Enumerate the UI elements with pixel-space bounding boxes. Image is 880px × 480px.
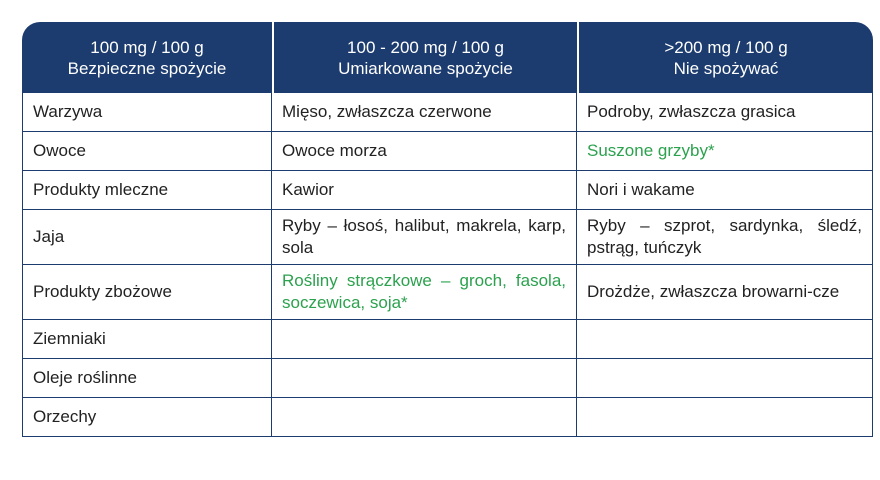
table-row [22, 132, 873, 171]
table-cell: Ryby – łosoś, halibut, makrela, karp, sola [272, 210, 577, 265]
table-cell: Ziemniaki [22, 320, 272, 359]
table-cell: Produkty zbożowe [22, 265, 272, 320]
table-cell [272, 359, 577, 398]
table-cell: Warzywa [22, 93, 272, 132]
header-safe-range: 100 mg / 100 g [90, 37, 204, 57]
table-cell-highlight: Rośliny strączkowe – groch, fasola, soczewica, soja* [272, 265, 577, 320]
table-cell: Nori i wakame [577, 171, 873, 210]
table-cell-highlight: Suszone grzyby* [577, 132, 873, 171]
header-moderate-range: 100 - 200 mg / 100 g [347, 37, 504, 57]
table-row [22, 210, 873, 265]
header-row [22, 22, 873, 93]
table-cell: Produkty mleczne [22, 171, 272, 210]
table-cell: Owoce [22, 132, 272, 171]
header-moderate-intake [272, 22, 577, 93]
header-avoid-range: >200 mg / 100 g [664, 37, 788, 57]
table-cell [272, 320, 577, 359]
header-avoid-label: Nie spożywać [673, 58, 779, 78]
table-cell: Oleje roślinne [22, 359, 272, 398]
table-row [22, 359, 873, 398]
table-cell: Podroby, zwłaszcza grasica [577, 93, 873, 132]
table-cell: Ryby – szprot, sardynka, śledź, pstrąg, tuńczyk [577, 210, 873, 265]
table-cell: Orzechy [22, 398, 272, 437]
table-cell: Jaja [22, 210, 272, 265]
table-cell [272, 398, 577, 437]
table-cell: Mięso, zwłaszcza czerwone [272, 93, 577, 132]
header-safe-label: Bezpieczne spożycie [67, 58, 227, 78]
table-row [22, 171, 873, 210]
table-cell: Drożdże, zwłaszcza browarni-cze [577, 265, 873, 320]
table-cell [577, 398, 873, 437]
table-cell: Kawior [272, 171, 577, 210]
table-row [22, 265, 873, 320]
header-safe-intake [22, 22, 272, 93]
header-moderate-label: Umiarkowane spożycie [338, 58, 513, 78]
table-cell [577, 359, 873, 398]
table-row [22, 93, 873, 132]
table-row [22, 320, 873, 359]
table-cell: Owoce morza [272, 132, 577, 171]
header-avoid [577, 22, 873, 93]
purine-content-table [22, 22, 873, 437]
table-cell [577, 320, 873, 359]
table-row [22, 398, 873, 437]
